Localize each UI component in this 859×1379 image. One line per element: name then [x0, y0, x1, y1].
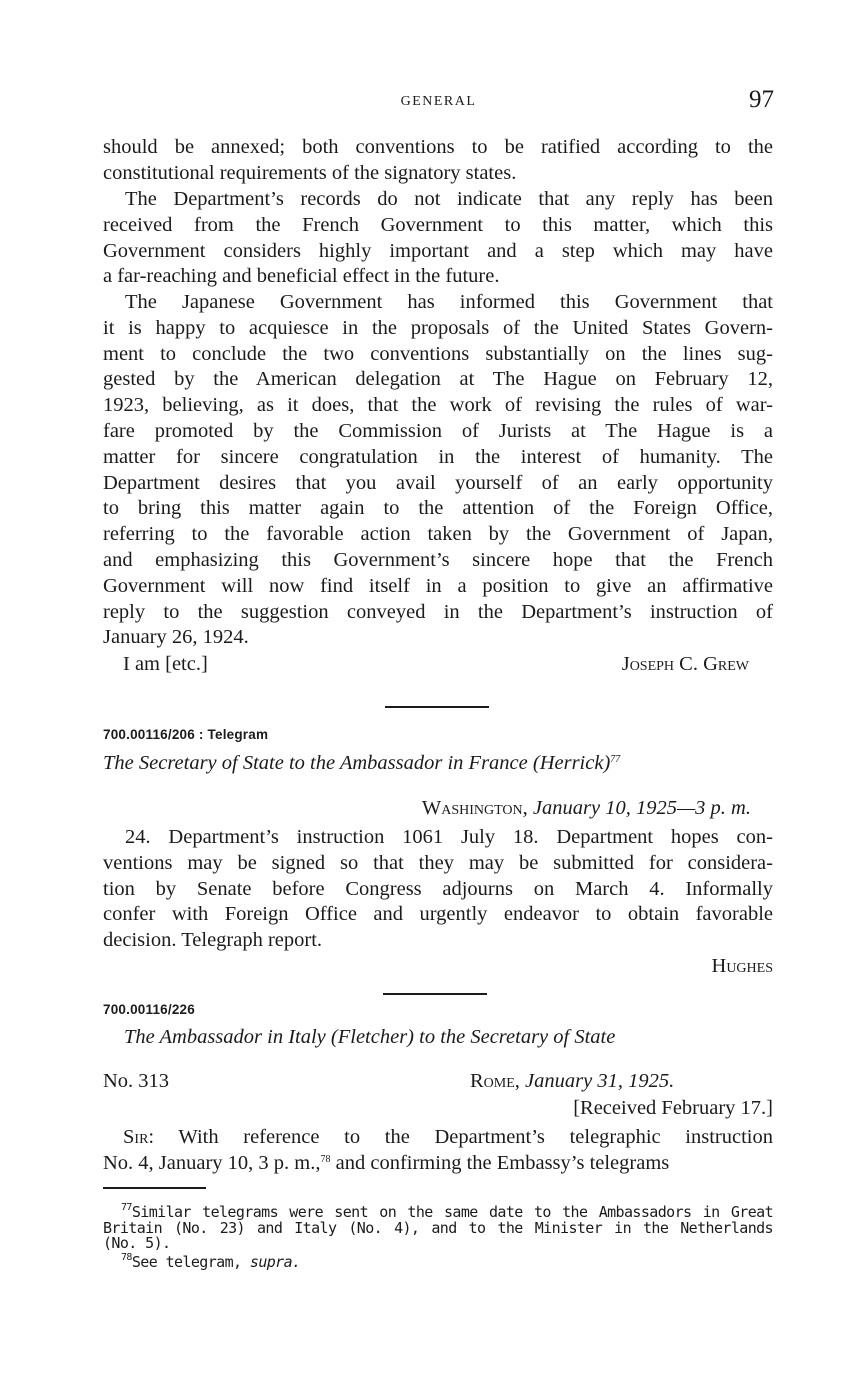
- text-line: decision. Telegraph report.: [103, 929, 323, 952]
- file-number: 700.00116/226: [103, 1002, 195, 1017]
- text-line: ventions may be signed so that they may be submitted for considera-: [103, 851, 773, 874]
- text-line: Government considers highly important and a step which may have: [103, 239, 773, 262]
- text-line: reply to the suggestion conveyed in the Department’s instruction of: [103, 600, 773, 623]
- dateline-place: Washington,: [421, 797, 528, 819]
- text-span: supra.: [249, 1253, 301, 1271]
- footnote-line: (No. 5).: [103, 1234, 171, 1252]
- footnote-line: Britain (No. 23) and Italy (No. 4), and to the Minister in the Netherlands: [103, 1218, 773, 1237]
- text-line: January 26, 1924.: [103, 626, 249, 649]
- text-line: Government will now find itself in a position to give an affirmative: [103, 574, 773, 597]
- text-line: a far-reaching and beneficial effect in the future.: [103, 265, 500, 288]
- text-line: should be annexed; both conventions to be ratified according to the: [103, 136, 773, 158]
- dateline: [103, 796, 773, 822]
- text-line: matter for sincere congratulation in the interest of humanity. The: [103, 445, 773, 468]
- text-line: The Department’s records do not indicate that any reply has been: [125, 188, 773, 210]
- footnote-ref: 78: [320, 1153, 331, 1165]
- text-span: Similar telegrams were sent on the same date to the Ambassadors in Great: [131, 1203, 773, 1221]
- paragraph-department-records: [103, 187, 773, 290]
- running-head-title: GENERAL: [400, 94, 477, 109]
- text-span: and confirming the Embassy’s telegrams: [330, 1151, 670, 1174]
- section-divider: [385, 706, 489, 708]
- heading-text: The Secretary of State to the Ambassador in France (Herrick): [103, 752, 611, 774]
- text-line: gested by the American delegation at The Hague on February 12,: [103, 368, 773, 391]
- text-line: Department desires that you avail yourself of an early opportunity: [103, 471, 773, 494]
- footnote-77: [103, 1202, 773, 1252]
- page-number: 97: [749, 86, 774, 113]
- dateline-date: January 31, 1925.: [525, 1070, 675, 1092]
- footnote-78: [103, 1252, 773, 1271]
- text-line: [103, 1125, 773, 1151]
- text-line: tion by Senate before Congress adjourns on March 4. Informally: [103, 877, 773, 900]
- text-line: received from the French Government to this matter, which this: [103, 213, 773, 236]
- footnote-divider: [103, 1187, 206, 1189]
- document-heading: The Ambassador in Italy (Fletcher) to the Secretary of State: [124, 1026, 616, 1048]
- closing-text: I am [etc.]: [123, 653, 208, 675]
- running-head: [103, 86, 774, 122]
- text-span: See telegram,: [131, 1253, 242, 1271]
- text-line: fare promoted by the Commission of Jurists at The Hague is a: [103, 419, 773, 442]
- dateline-place: Rome,: [470, 1070, 520, 1092]
- salutation: Sir:: [123, 1126, 155, 1148]
- footnote-line: [103, 1252, 773, 1271]
- received-date: [Received February 17.]: [573, 1097, 773, 1119]
- text-line: The Japanese Government has informed this Government that: [125, 291, 773, 313]
- text-line: referring to the favorable action taken by the Government of Japan,: [103, 523, 773, 546]
- closing-line: [103, 652, 773, 678]
- signature-hughes: Hughes: [711, 955, 773, 977]
- text-line: [103, 1151, 773, 1177]
- text-line: and emphasizing this Government’s sincere hope that the French: [103, 548, 773, 571]
- text-line: it is happy to acquiesce in the proposals of the United States Govern-: [103, 316, 773, 339]
- despatch-body: [103, 1125, 773, 1177]
- footnote-ref: 77: [610, 754, 621, 765]
- signature-grew: Joseph C. Grew: [621, 653, 749, 675]
- paragraph-continuation: [103, 135, 773, 187]
- paragraph-japanese-government: [103, 290, 773, 651]
- dateline-date: January 10, 1925—3 p. m.: [532, 797, 751, 819]
- file-number: 700.00116/206 : Telegram: [103, 727, 269, 742]
- footnote-mark: 78: [121, 1252, 132, 1263]
- section-divider: [383, 993, 487, 995]
- text-span: No. 4, January 10, 3 p. m.,: [103, 1151, 321, 1174]
- footnote-mark: 77: [121, 1202, 132, 1213]
- telegram-body: [103, 825, 773, 954]
- document-heading: [103, 752, 620, 775]
- text-line: ment to conclude the two conventions substantially on the lines sug-: [103, 342, 773, 365]
- text-line: constitutional requirements of the signatory states.: [103, 161, 517, 184]
- text-line: confer with Foreign Office and urgently endeavor to obtain favorable: [103, 903, 773, 926]
- dateline-row: [103, 1069, 773, 1095]
- text-line: to bring this matter again to the attention of the Foreign Office,: [103, 497, 773, 520]
- despatch-number: No. 313: [103, 1070, 170, 1092]
- text-span: With reference to the Department’s telegraphic instruction: [178, 1126, 773, 1148]
- text-line: 1923, believing, as it does, that the work of revising the rules of war-: [103, 394, 773, 417]
- text-line: 24. Department’s instruction 1061 July 18. Department hopes con-: [125, 826, 773, 848]
